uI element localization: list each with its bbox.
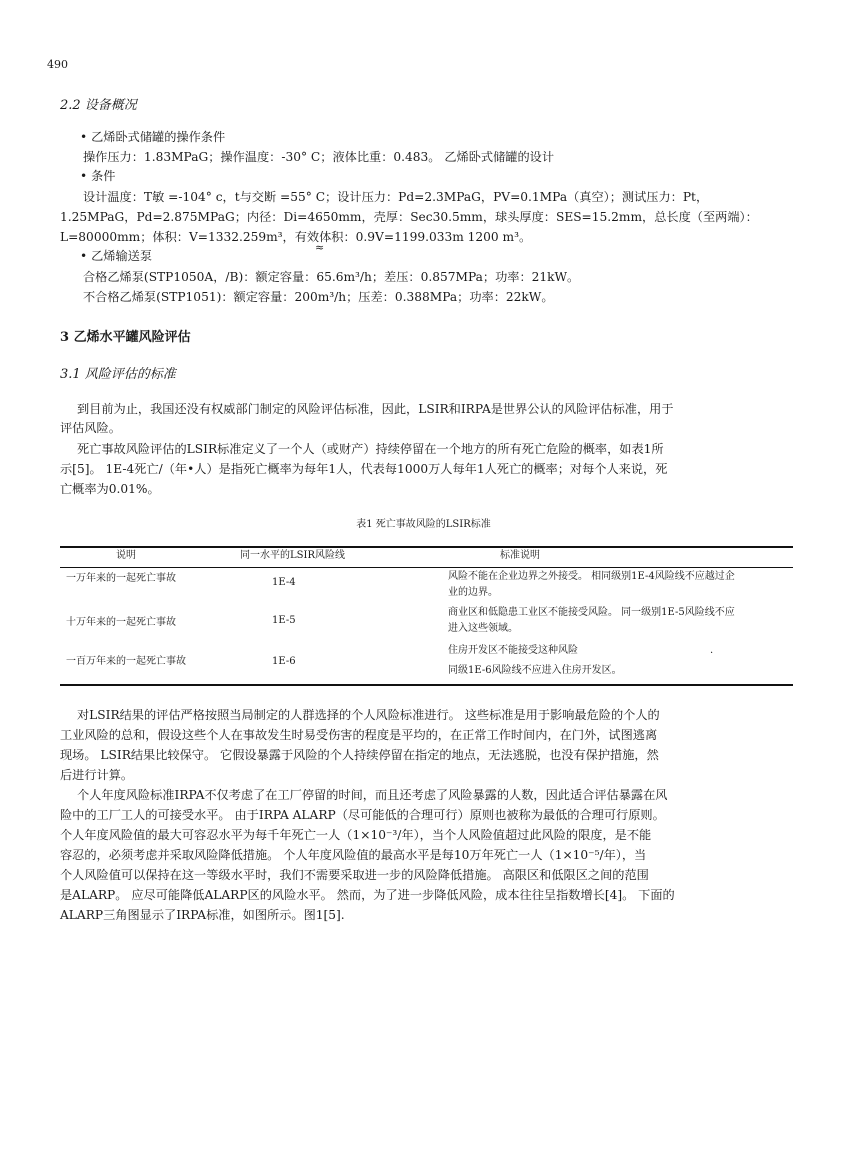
table-row-1-note-2: 业的边界。 [448, 587, 498, 598]
table-bottom-rule [60, 684, 793, 686]
body-line: 到目前为止，我国还没有权威部门制定的风险评估标准，因此，LSIR和IRPA是世界公认的风险评估标准，用于 [77, 402, 674, 416]
body-line: 工业风险的总和，假设这些个人在事故发生时易受伤害的程度是平均的，在正常工作时间内，在门外，试图逃离 [60, 728, 658, 742]
table-header-line: 同一水平的LSIR风险线 [240, 550, 345, 561]
operating-conditions-text: 操作压力：1.83MPaG；操作温度：-30° C；液体比重：0.483。 乙烯卧式储罐的设计 [83, 150, 555, 164]
section-heading-2-2: 2.2 设备概况 [60, 98, 137, 113]
table-row-2-note-1: 商业区和低隐患工业区不能接受风险。 同一级别1E-5风险线不应 [448, 607, 735, 618]
body-line: 现场。 LSIR结果比较保守。 它假设暴露于风险的个人持续停留在指定的地点，无法逃脱，也没有保护措施，然 [60, 748, 659, 762]
body-line: 死亡事故风险评估的LSIR标准定义了一个人（或财产）持续停留在一个地方的所有死亡危险的概率，如表1所 [77, 442, 664, 456]
body-line: 后进行计算。 [60, 768, 134, 782]
table-header-desc: 说明 [116, 550, 136, 561]
tank-operating-bullet: • 乙烯卧式储罐的操作条件 [80, 130, 226, 144]
design-conditions-text-1: 设计温度：T敏 =-104° c，t与交断 =55° C；设计压力：Pd=2.3MPaG，PV=0.1MPa（真空）；测试压力：Pt， [83, 190, 709, 204]
table-row-3-line: 1E-6 [272, 656, 296, 667]
body-line: 对LSIR结果的评估严格按照当局制定的人群选择的个人风险标准进行。 这些标准是用于影响最危险的个人的 [77, 708, 660, 722]
body-line: 容忍的，必须考虑并采取风险降低措施。 个人年度风险值的最高水平是每10万年死亡一人（1×10⁻⁵/年），当 [60, 848, 647, 862]
body-line: ALARP三角图显示了IRPA标准，如图所示。图1[5]. [60, 908, 345, 922]
approx-symbol: ≈ [315, 241, 325, 254]
design-conditions-text-2: 1.25MPaG，Pd=2.875MPaG；内径：Di=4650mm，壳厚：Sec30.5mm，球头厚度：SES=15.2mm，总长度（至两端）： [60, 210, 758, 224]
unqualified-pump-text: 不合格乙烯泵(STP1051)：额定容量：200m³/h；压差：0.388MPa；功率：22kW。 [83, 290, 554, 304]
table-row-1-desc: 一万年来的一起死亡事故 [66, 573, 176, 584]
qualified-pump-text: 合格乙烯泵(STP1050A，/B)：额定容量：65.6m³/h；差压：0.857MPa；功率：21kW。 [83, 270, 580, 284]
body-line: 亡概率为0.01%。 [60, 482, 160, 496]
table-row-3-note-2: 同级1E-6风险线不应进入住房开发区。 [448, 665, 622, 676]
table-top-rule [60, 546, 793, 548]
page-number: 490 [47, 58, 68, 71]
table-row-1-note-1: 风险不能在企业边界之外接受。 相同级别1E-4风险线不应越过企 [448, 571, 735, 582]
body-line: 示[5]。 1E-4死亡/（年•人）是指死亡概率为每年1人，代表每1000万人每年1人死亡的概率；对每个人来说，死 [60, 462, 668, 476]
table-row-2-note-2: 进入这些领域。 [448, 623, 518, 634]
table-caption: 表1 死亡事故风险的LSIR标准 [356, 519, 491, 530]
section-heading-3: 3 乙烯水平罐风险评估 [60, 330, 191, 345]
table-stray-mark: . [710, 645, 714, 656]
table-row-2-line: 1E-5 [272, 615, 296, 626]
body-line: 个人年度风险值的最大可容忍水平为每千年死亡一人（1×10⁻³/年），当个人风险值超过此风险的限度，是不能 [60, 828, 652, 842]
body-line: 个人风险值可以保持在这一等级水平时，我们不需要采取进一步的风险降低措施。 高限区和低限区之间的范围 [60, 868, 649, 882]
table-header-rule [60, 567, 793, 568]
table-header-note: 标准说明 [500, 550, 540, 561]
design-conditions-text-3: L=80000mm；体积：V=1332.259m³，有效体积：0.9V=1199.033m 1200 m³。 [60, 230, 532, 244]
section-heading-3-1: 3.1 风险评估的标准 [60, 367, 176, 382]
body-line: 是ALARP。 应尽可能降低ALARP区的风险水平。 然而，为了进一步降低风险，成本往往呈指数增长[4]。 下面的 [60, 888, 675, 902]
body-line: 评估风险。 [60, 421, 121, 435]
design-conditions-bullet: • 条件 [80, 169, 116, 183]
table-row-2-desc: 十万年来的一起死亡事故 [66, 617, 176, 628]
body-line: 险中的工厂工人的可接受水平。 由于IRPA ALARP（尽可能低的合理可行）原则也被称为最低的合理可行原则。 [60, 808, 665, 822]
pump-bullet: • 乙烯输送泵 [80, 249, 153, 263]
table-row-3-note-1: 住房开发区不能接受这种风险 [448, 645, 578, 656]
table-row-1-line: 1E-4 [272, 577, 296, 588]
body-line: 个人年度风险标准IRPA不仅考虑了在工厂停留的时间，而且还考虑了风险暴露的人数，因此适合评估暴露在风 [77, 788, 668, 802]
table-row-3-desc: 一百万年来的一起死亡事故 [66, 656, 186, 667]
